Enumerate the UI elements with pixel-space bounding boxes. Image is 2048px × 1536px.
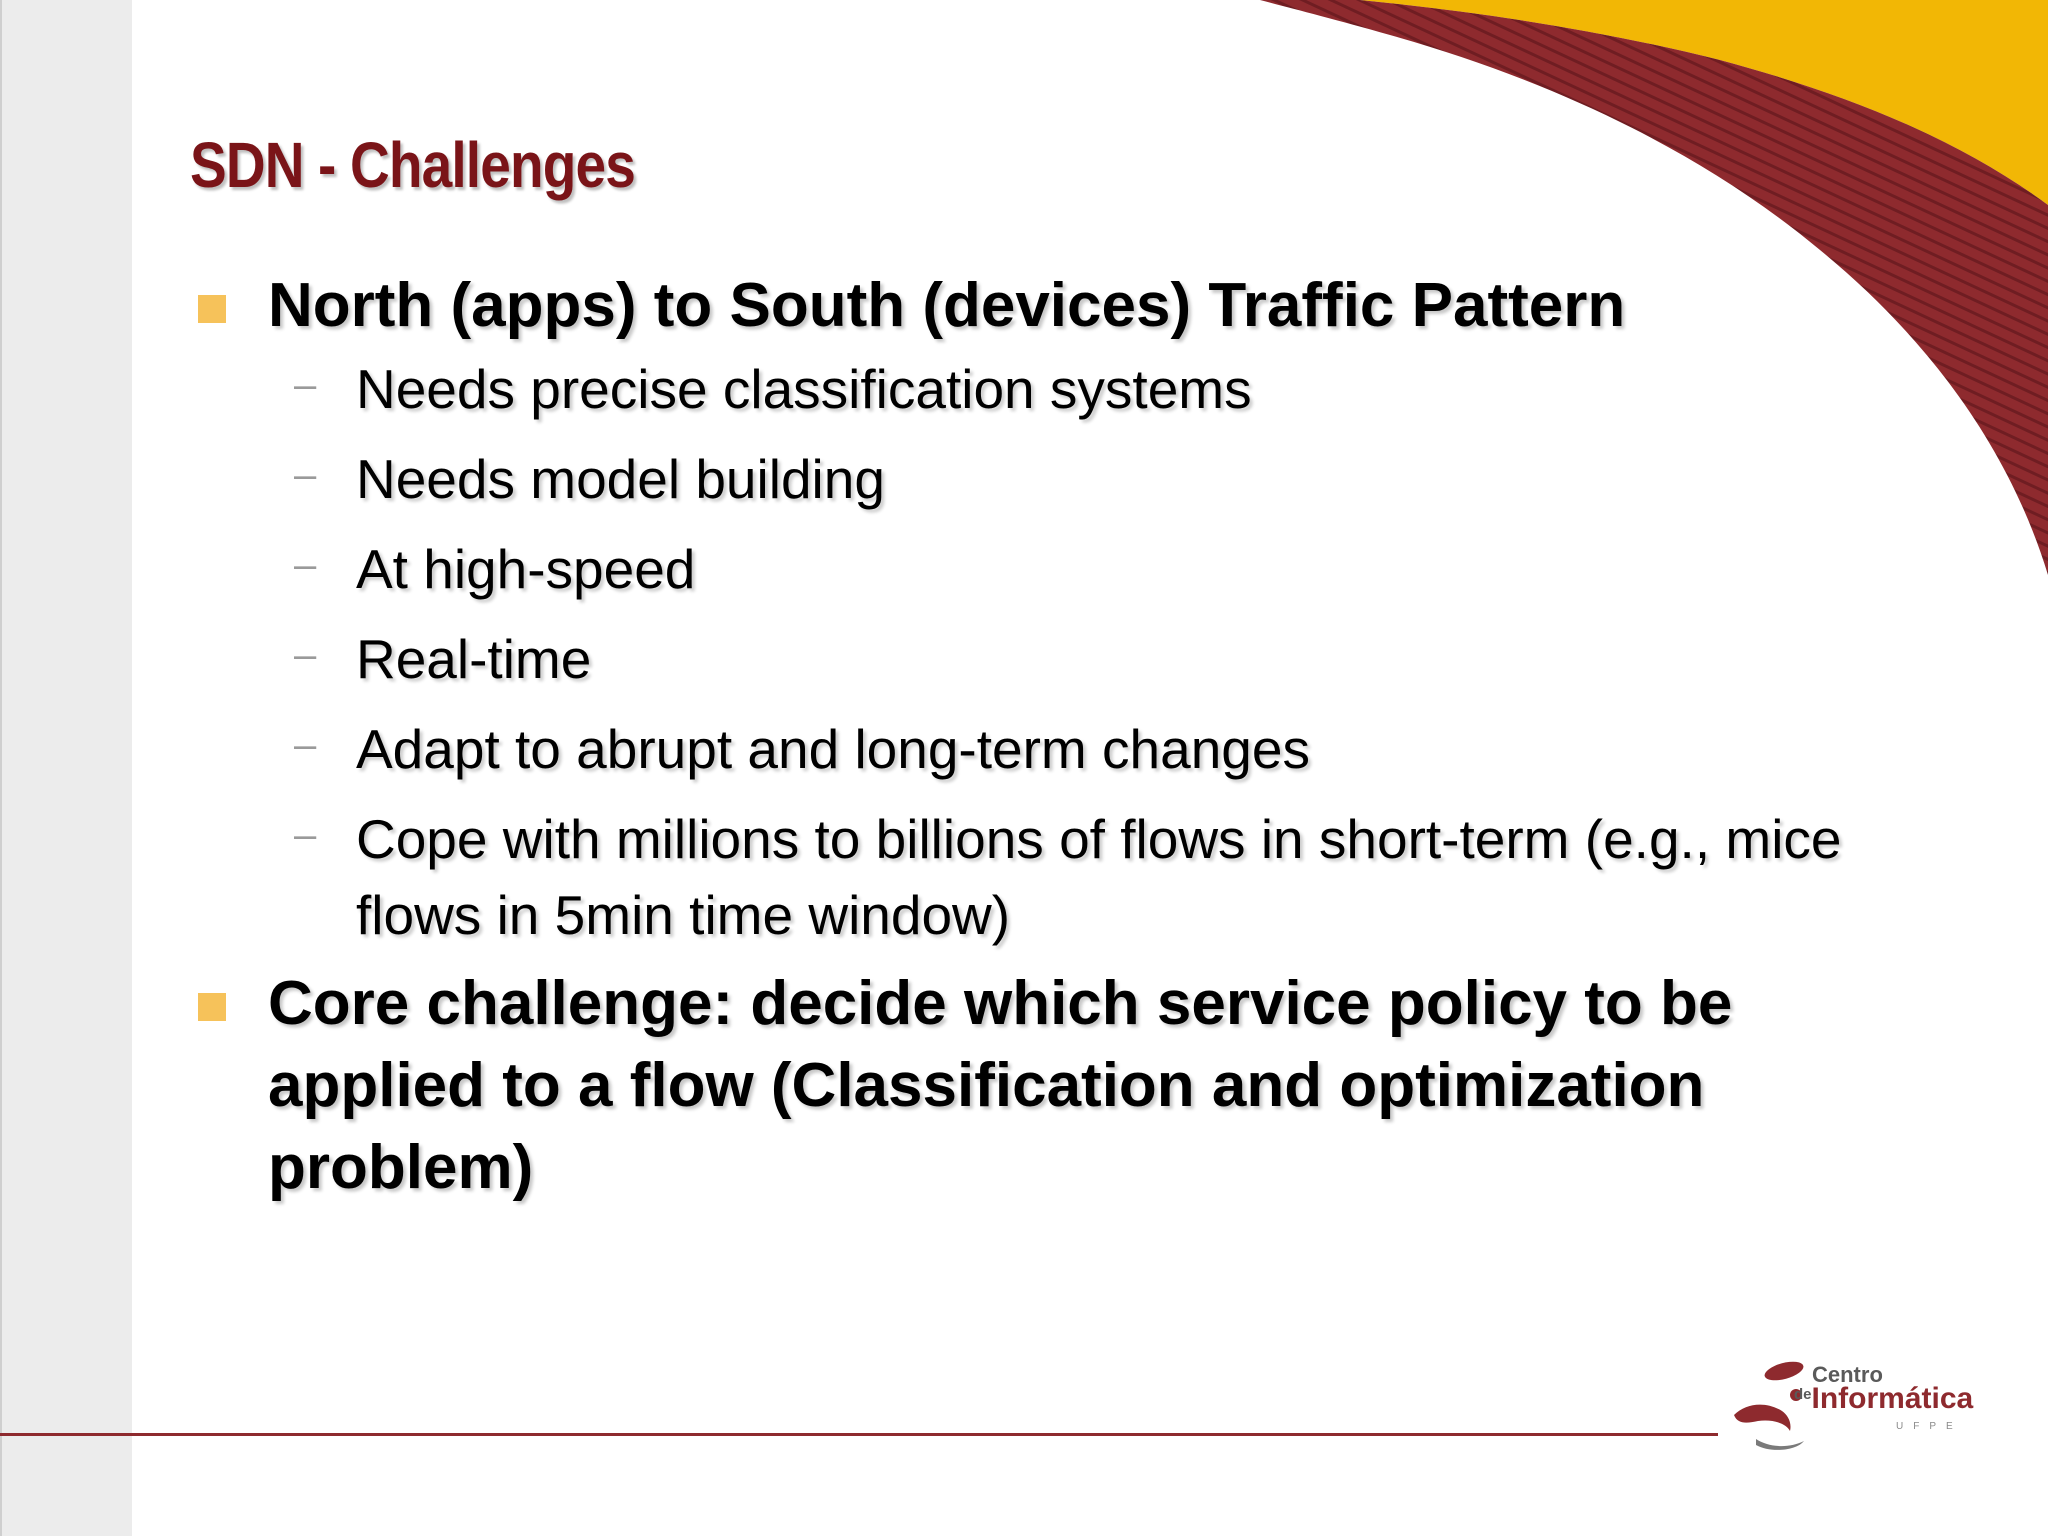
bullet-text: North (apps) to South (devices) Traffic Pattern — [268, 271, 1626, 340]
sub-item — [190, 711, 1910, 787]
dash-bullet-icon: – — [294, 543, 317, 587]
sub-item-text: At high-speed — [356, 538, 696, 600]
sub-item-text: Needs model building — [356, 448, 885, 510]
sub-item-list — [190, 351, 1910, 953]
bullet-core-challenge — [190, 963, 1910, 1209]
square-bullet-icon — [198, 295, 226, 323]
sub-item-text: Real-time — [356, 628, 592, 690]
logo-prefix: de — [1794, 1386, 1812, 1403]
dash-bullet-icon: – — [294, 453, 317, 497]
sub-item — [190, 351, 1910, 427]
sub-item — [190, 621, 1910, 697]
bullet-traffic-pattern — [190, 265, 1910, 347]
centro-de-informatica-logo — [1726, 1353, 2016, 1453]
sub-item-text: Adapt to abrupt and long-term changes — [356, 718, 1310, 780]
sub-item-text: Needs precise classification systems — [356, 358, 1252, 420]
square-bullet-icon — [198, 993, 226, 1021]
sub-item — [190, 801, 1910, 953]
dash-bullet-icon: – — [294, 723, 317, 767]
slide-title: SDN - Challenges — [190, 129, 635, 201]
dash-bullet-icon: – — [294, 813, 317, 857]
logo-line-ufpe: UFPE — [1896, 1421, 1963, 1432]
slide-content — [190, 265, 1910, 1209]
logo-line-centro: Centro — [1812, 1362, 1883, 1387]
bullet-text: Core challenge: decide which service policy to be applied to a flow (Classification and optimization problem) — [268, 969, 1733, 1202]
dash-bullet-icon: – — [294, 633, 317, 677]
logo-line-informatica — [1794, 1382, 1973, 1416]
sub-item-text: Cope with millions to billions of flows in short-term (e.g., mice flows in 5min time window) — [356, 808, 1842, 946]
sub-item — [190, 441, 1910, 517]
logo-main-word: Informática — [1811, 1382, 1974, 1415]
dash-bullet-icon: – — [294, 363, 317, 407]
sub-item — [190, 531, 1910, 607]
footer-divider — [0, 1433, 1718, 1436]
